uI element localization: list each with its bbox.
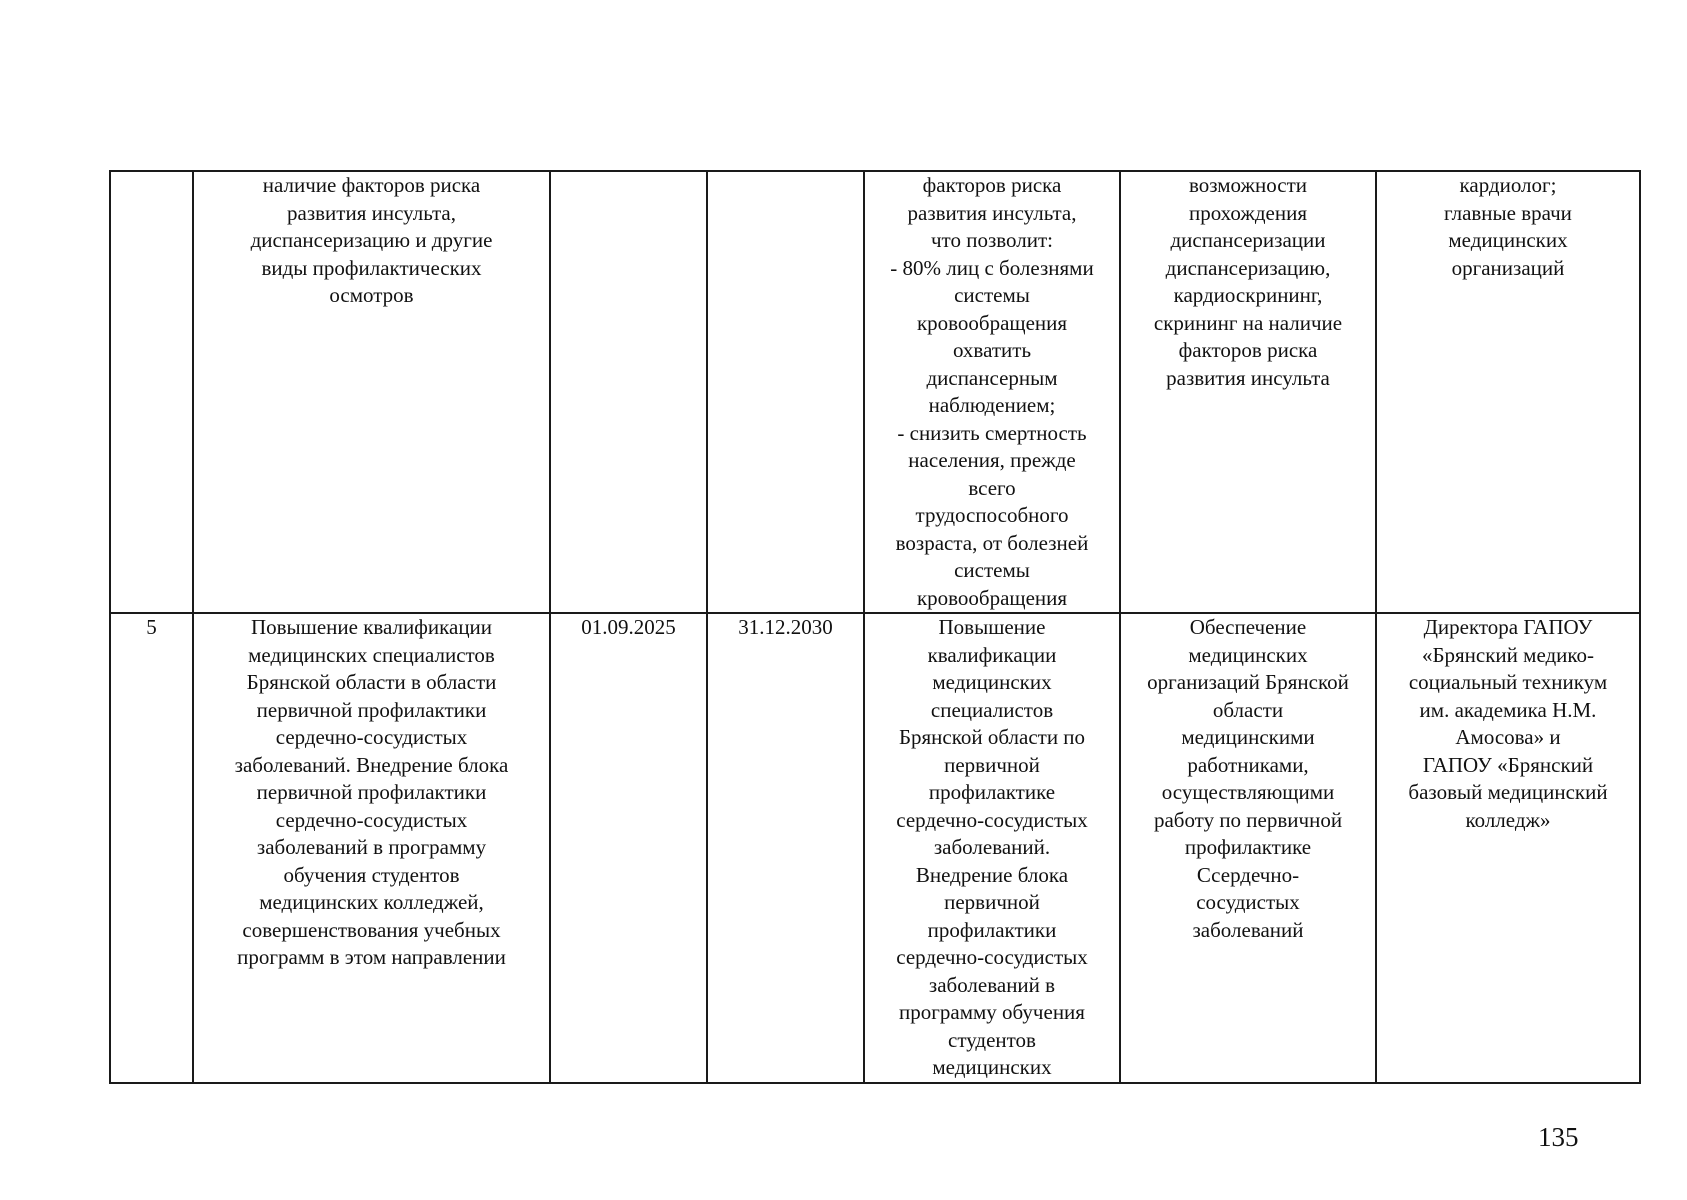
end-date-cell — [707, 171, 864, 613]
indicator-cell: возможности прохождения диспансеризации диспансеризацию, кардиоскрининг, скрининг на наличие факторов риска развития инсульта — [1120, 171, 1376, 613]
end-date-cell: 31.12.2030 — [707, 613, 864, 1083]
start-date-cell — [550, 171, 707, 613]
row-number-cell — [110, 171, 193, 613]
activity-cell: Повышение квалификации медицинских специалистов Брянской области в области первичной профилактики сердечно-сосудистых заболеваний. Внедрение блока первичной профилактики сердечно-сосудистых заболеваний в программу обучения студентов медицинских колледжей, совершенствования учебных программ в этом направлении — [193, 613, 550, 1083]
page-number: 135 — [1538, 1122, 1579, 1152]
activity-cell: наличие факторов риска развития инсульта, диспансеризацию и другие виды профилактических осмотров — [193, 171, 550, 613]
responsible-cell: Директора ГАПОУ «Брянский медико- социальный техникум им. академика Н.М. Амосова» и ГАПОУ «Брянский базовый медицинский колледж» — [1376, 613, 1640, 1083]
table-row — [110, 171, 1640, 613]
indicator-cell: Обеспечение медицинских организаций Брянской области медицинскими работниками, осуществляющими работу по первичной профилактике Ссердечно- сосудистых заболеваний — [1120, 613, 1376, 1083]
expected-result-cell: факторов риска развития инсульта, что позволит: - 80% лиц с болезнями системы кровообращения охватить диспансерным наблюдением; - снизить смертность населения, прежде всего трудоспособного возраста, от болезней системы кровообращения — [864, 171, 1120, 613]
responsible-cell: кардиолог; главные врачи медицинских организаций — [1376, 171, 1640, 613]
table-row — [110, 613, 1640, 1083]
start-date-cell: 01.09.2025 — [550, 613, 707, 1083]
activities-table — [109, 170, 1641, 1084]
row-number-cell: 5 — [110, 613, 193, 1083]
expected-result-cell: Повышение квалификации медицинских специалистов Брянской области по первичной профилактике сердечно-сосудистых заболеваний. Внедрение блока первичной профилактики сердечно-сосудистых заболеваний в программу обучения студентов медицинских — [864, 613, 1120, 1083]
